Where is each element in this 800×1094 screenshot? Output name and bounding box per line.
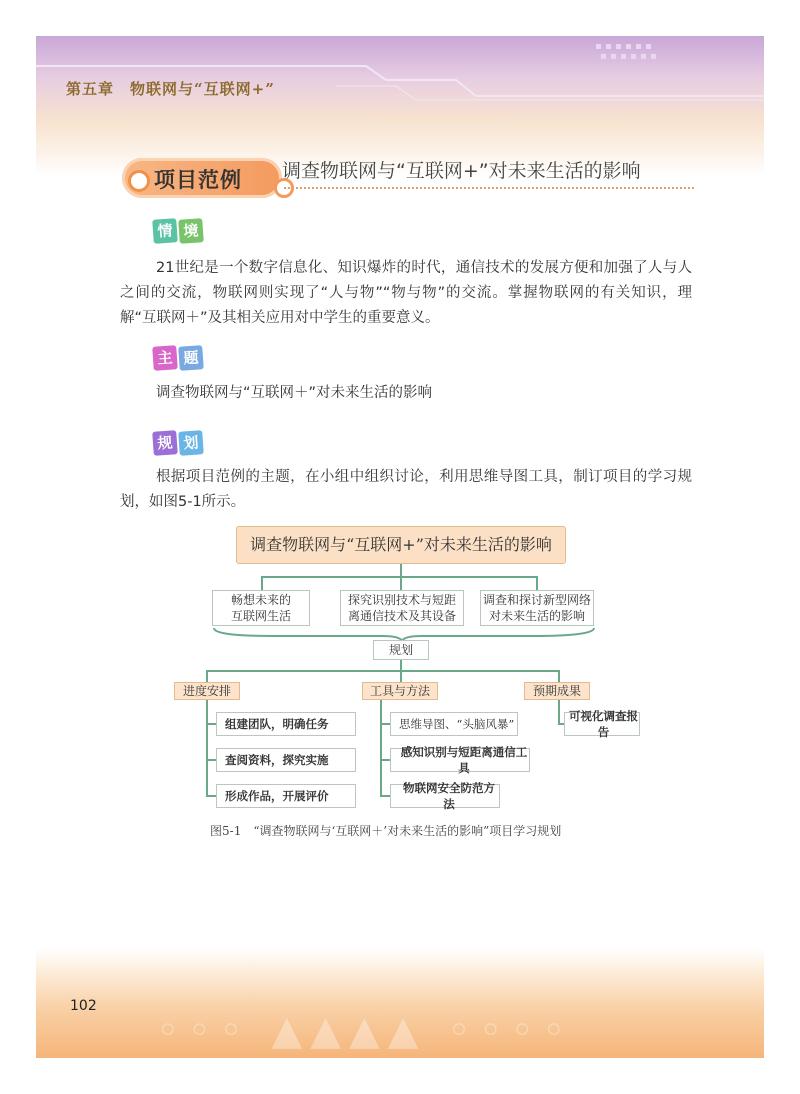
topic-box [480, 590, 594, 626]
theme-text: 调查物联网与“互联网＋”对未来生活的影响 [156, 385, 433, 401]
theme-badge-char-1: 主 [152, 345, 178, 371]
connector [380, 759, 390, 761]
situation-badge-char-2: 境 [178, 218, 204, 244]
connector [380, 795, 390, 797]
situation-text: 21世纪是一个数字信息化、知识爆炸的时代，通信技术的发展方便和加强了人与人之间的交流，物联网则实现了“人与物”“物与物”的交流。掌握物联网的有关知识，理解“互联网＋”及其相关应用对中学生的重要意义。 [120, 260, 692, 326]
connector [206, 759, 216, 761]
category-box-schedule: 进度安排 [174, 682, 240, 700]
project-badge [122, 158, 282, 198]
connector [536, 576, 538, 590]
connector [400, 564, 402, 576]
project-badge-label: 项目范例 [154, 168, 242, 192]
tools-item: 物联网安全防范方法 [390, 784, 500, 808]
planning-text: 根据项目范例的主题，在小组中组织讨论，利用思维导图工具，制订项目的学习规划，如图5-1所示。 [120, 469, 692, 510]
theme-badge-char-2: 题 [178, 345, 204, 371]
connector [206, 795, 216, 797]
connector [558, 700, 560, 724]
tools-item: 感知识别与短距离通信工具 [390, 748, 530, 772]
footer-decoration: ◦◦◦ ▲▲▲▲ ◦◦◦◦ [156, 1008, 574, 1054]
page-number: 102 [70, 998, 97, 1014]
connector [380, 700, 382, 796]
header-band [36, 36, 764, 176]
footer-band [36, 948, 764, 1058]
tools-item: 思维导图、“头脑风暴” [390, 712, 518, 736]
connector [558, 670, 560, 682]
situation-badge-char-1: 情 [152, 218, 178, 244]
connector [261, 576, 263, 590]
topic-line: 对未来生活的影响 [488, 609, 585, 623]
connector [400, 576, 402, 590]
topic-line: 离通信技术及其设备 [347, 609, 456, 623]
schedule-item: 形成作品，开展评价 [216, 784, 356, 808]
connector [380, 723, 390, 725]
title-divider [284, 187, 694, 189]
theme-badge [153, 346, 203, 370]
topic-line: 探究识别技术与短距 [347, 593, 456, 607]
project-title: 调查物联网与“互联网+”对未来生活的影响 [282, 160, 641, 182]
diagram-center-box: 规划 [373, 640, 429, 660]
outcomes-item: 可视化调查报告 [564, 712, 640, 736]
connector [400, 670, 402, 682]
topic-box [340, 590, 464, 626]
planning-badge [153, 431, 203, 455]
chapter-title: 第五章 物联网与“互联网+” [66, 80, 275, 98]
topic-line: 调查和探讨新型网络 [482, 593, 591, 607]
planning-badge-char-2: 划 [178, 430, 204, 456]
topic-line: 畅想未来的 [230, 593, 291, 607]
badge-dot-icon [128, 170, 150, 192]
figure-caption: 图5-1 “调查物联网与‘互联网＋’对未来生活的影响”项目学习规划 [210, 824, 562, 838]
header-decoration [36, 36, 764, 176]
connector [206, 670, 560, 672]
category-box-outcomes: 预期成果 [524, 682, 590, 700]
schedule-item: 查阅资料，探究实施 [216, 748, 356, 772]
category-box-tools: 工具与方法 [362, 682, 438, 700]
situation-badge [153, 219, 203, 243]
connector [400, 660, 402, 670]
topic-box [212, 590, 310, 626]
topic-line: 互联网生活 [230, 609, 291, 623]
connector [206, 670, 208, 682]
connector [206, 723, 216, 725]
diagram-main-box: 调查物联网与“互联网+”对未来生活的影响 [236, 526, 566, 564]
textbook-page [36, 36, 764, 1058]
schedule-item: 组建团队，明确任务 [216, 712, 356, 736]
planning-badge-char-1: 规 [152, 430, 178, 456]
connector [206, 700, 208, 796]
